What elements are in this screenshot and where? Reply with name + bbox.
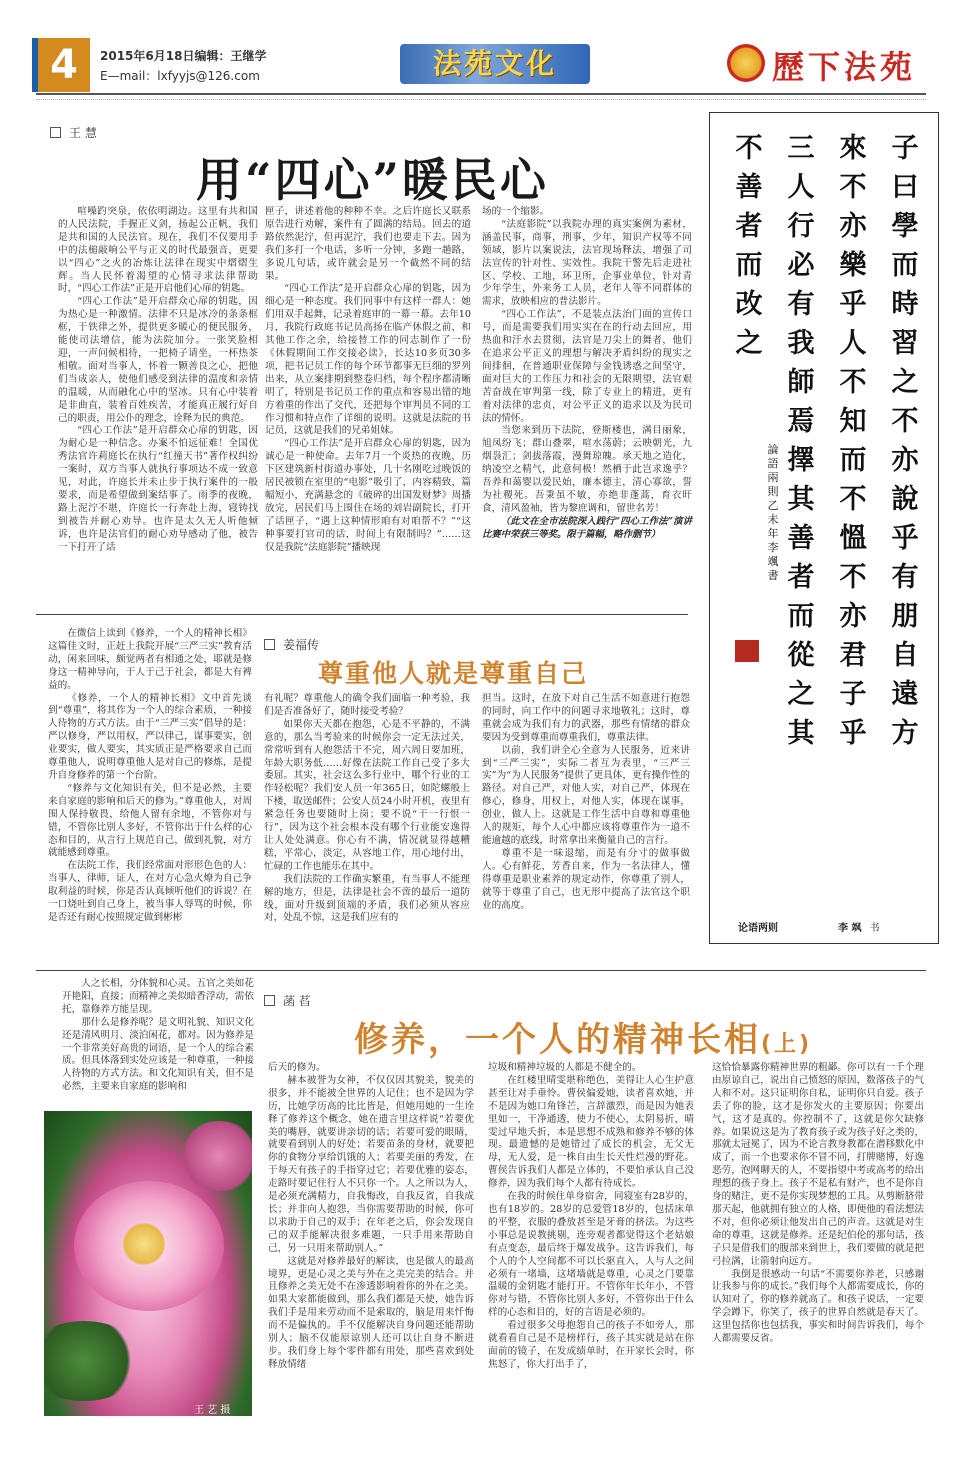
- red-seal-icon: [735, 640, 759, 662]
- paragraph: 我倒是很感动一句话“不需要你养老，只感谢让我参与你的成长。”我们每个人都需要成长，你的认知对了，你的修养就高了。和孩子说话，一定要学会蹲下，你笑了，孩子的世界自然就是春天了。这里包括你也包括我，事实和时间告诉我们，每个人都需要反省。: [712, 1268, 924, 1345]
- article1-title: 用“四心”暖民心: [196, 153, 549, 207]
- article1-column-3: [482, 206, 692, 542]
- article2-title: 尊重他人就是尊重自己: [318, 659, 589, 688]
- masthead-rule: [36, 93, 926, 95]
- date-editor: 2015年6月18日编辑：王继学: [100, 49, 267, 63]
- paragraph: 在红楼里晴雯堪称绝色，美得让人心生护意甚至让对手垂怜。曹侯偏爱她，读者喜欢她，并不是因为她口角锋芒，言辞激烈，而是因为她表里如一，干净通透，使力不使心，太阴易折，晴雯过早地夭折，本是思想不成熟和修养不够的体现。最遗憾的是她错过了成长的机会，无父无母，无人爱，是一株自由生长天性烂漫的野花。曹侯告诉我们人都是立体的，不要怕承认自己没修养，因为我们每个人都有待成长。: [488, 1074, 694, 1190]
- paragraph: 在微信上读到《修养，一个人的精神长相》这篇佳文时，正赶上我院开展“三严三实”教育活动，闲来回味，颇觉两者有相通之处，耶就是修身这一精神导向，于人于己于社会，都是大有裨益的。: [48, 628, 252, 691]
- paragraph: “四心工作法”是开启群众心扉的钥匙，因为细心是一种态度。我们同事中有这样一群人：她们用双手起舞，记录着庭审的一幕一幕。去年10月，我院行政庭书记员高扬在临产休假之前，和其他工作之余，给接替工作的同志制作了一份《休假期间工作交接必读》，长达10多页30多项，把书记员工作的每个环节都事无巨细的罗列出来，从立案排期到整卷归档，每个程序都清晰明了，特别是书记员工作的重点和容易出错的地方着重的作出了交代，还把每个审判员不同的工作习惯和特点作了详细的说明。这就是法院的书记员，这就是我们的兄弟姐妹。: [265, 283, 471, 437]
- paragraph: “修养与文化知识有关，但不是必然，主要来自家庭的影响和后天的修为。”尊重他人，对周围人保持敬畏，给他人留有余地，不管你对与错，不管你比别人多好，不管你出于什么样的心态和目的，从言行上规范自己，做到礼貌，对方就能感到尊重。: [48, 782, 252, 859]
- article1-byline: [50, 124, 97, 141]
- paragraph: 赫本被誉为女神，不仅仅因其貌美，貌美的很多，并不能被全世界的人记住；也不是因为学历，比她学历高的比比皆是，但她用她的一生诠释了修养这个概念，她在遗言里这样说“若要优美的嘴唇，就要讲亲切的话；若要可爱的眼睛，就要看到别人的好处；若要苗条的身材，就要把你的食物分享给饥饿的人；若要美丽的秀发，在于每天有孩子的手指穿过它；若要优雅的姿态，走路时要记住行人不只你一个。人之所以为人，是必须充满精力，自我悔改，自我反省，自我成长；并非向人抱怨，当你需要帮助的时候，你可以求助于自己的双手；在年老之后，你会发现自己的双手能解决很多难题，一只手用来帮助自己，另一只用来帮助别人。”: [268, 1074, 474, 1254]
- article3-column-2: [488, 1062, 694, 1372]
- paragraph: “四心工作法”是开启群众心扉的钥匙，因为耐心是一种信念。办案不怕远征难！全国优秀法官许莉庭长在执行“红撞天书”著作权纠纷一案时，双方当事人就执行事项达不成一致意见，对此，许庭长并未止步于执行案件的一般要求，而是希望做到案结事了。雨季的夜晚，路上泥泞不堪，许庭长一行奔赴上海，寝铸找到被告并耐心劝导。也许是太久无人听他倾诉，也许是法官们的耐心劝导感动了他，被告一下打开了话: [58, 425, 258, 553]
- paragraph: 担当。这时，在放下对自己生活不如意进行抱怨的同时，向工作中的问题寻求地敬礼；这时，尊重就会成为我们有力的武器，那些有情绪的群众要因为受到尊重而尊重我们，尊重法律。: [482, 693, 690, 743]
- page-number: 4: [38, 38, 90, 92]
- article1-column-1: [58, 206, 258, 554]
- article2-column-1: [48, 628, 252, 925]
- calligraphy-column-3: 三人行必有我師焉擇其善者而從之其: [787, 133, 815, 749]
- peony-bud: [174, 1121, 252, 1191]
- calligraphy-column-1: 子曰學而時習之不亦說乎有朋自遠方: [891, 133, 919, 749]
- paragraph: “法庭影院”以我院办理的真实案例为素材，涵盖民事，商事，刑事，少年，知识产权等不同领域，影片以案说法，法官现场释法，增强了司法宣传的针对性、实效性。我院干警先后走进社区、学校、工地，环卫所，企事业单位，针对青少年学生，外来务工人员，老年人等不同群体的需求，放映相应的普法影片。: [482, 218, 692, 308]
- paragraph: 《修养，一个人的精神长相》文中首先谈到“尊重”，将其作为一个人的综合素质，一种接人待物的方式方法。由于“三严三实”倡导的是：严以修身，严以用权，严以律己，谋事要实，创业要实，做人要实，其实质正是严格要求自己而尊重他人，说明尊重他人是对自己的修炼，是提升自身修养的第一个台阶。: [48, 692, 252, 781]
- article3-byline: [264, 992, 311, 1009]
- paragraph: 这就是对修养最好的解读，也是做人的最高境界，更是心灵之美与外在之美完美的结合。并且修养之美无处不在渗透影响着你的外在之美。如果大家都能做到，那么我们都是天使，她告诉我们手是用来劳动而不是索取的，脑是用来忏悔而不是偏执的。手不仅能解决自身问题还能帮助别人；脑不仅能原谅别人还可以让自身不断进步。我们身上每个零件都有用处，那些喜欢到处释放情绪: [268, 1255, 474, 1370]
- paragraph: 场的一个缩影。: [482, 206, 550, 217]
- article3-author: 菡 萏: [283, 994, 311, 1008]
- article3-title-suffix: (上): [761, 1032, 813, 1057]
- article3-title: [354, 1012, 812, 1061]
- column-banner: 法苑文化: [400, 44, 590, 84]
- paragraph: 如果你天天都在抱怨，心是不平静的，不满意的，那么当考验来的时候你会一定无法过关，常常听到有人抱怨活干不完，周六周日要加班，年龄大职务低……好像在法院工作自己受了多大委屈。其实，社会这么多行业中，哪个行业的工作轻松呢？我们安人员一年365日，如陀螺般上下楼，取送邮件；公安人员24小时开机，夜里有紧急任务也要随时上岗；要不说“干一行恨一行”，因为这个社会根本没有哪个行业能安逸得让人处处满意。你心有不满，情况就显得越糟糕，平常心，淡定，从容地工作，用心地付出，忙碌的工作也能乐在其中。: [264, 718, 470, 872]
- paragraph: 有礼呢？尊重他人的确令我们面临一种考验，我们是否准备好了，随时接受考验？: [264, 693, 470, 717]
- paragraph: “四心工作法”，不是装点法治门面的宣传口号，而是需要我们用实实在在的行动去回应，用热血和汗水去贯彻，法官是刀尖上的舞者，他们在追求公平正义的理想与解决矛盾纠纷的现实之间排徊，在普通职业保障与金钱诱惑之间坚守，面对巨大的工作压力和社会的无限期望，法官艰苦奋战在审判第一线，除了专业上的精进，更有着对法律的忠贞，对公平正义的追求以及为民司法的情怀。: [482, 309, 692, 424]
- calligraphy-panel: [709, 112, 939, 944]
- calligraphy-caption: [738, 919, 879, 934]
- paragraph: 后天的修为。: [268, 1062, 326, 1073]
- article2-column-3: [482, 693, 690, 912]
- byline-box-icon: [50, 127, 61, 138]
- paragraph: 人之长相，分体貌和心灵。五官之美如花开艳阳，直接；而精神之美似暗香浮动，需依托，靠修养方能呈现。: [62, 978, 254, 1015]
- paragraph: 尊重不是一味退缩，而是有分寸的做事做人。心有鲜花，芳香自来，作为一名法律人，懂得尊重是职业素养的规定动作，你尊重了别人，就等于尊重了自己，也无形中提高了法官这个职业的高度。: [482, 847, 690, 911]
- byline-box-icon: [264, 995, 275, 1006]
- paragraph: 喧噪趵突泉，依依明湖边。这里有共和国的人民法院，手握正义剑，扬起公正帆，我们是共和国的人民法官。现在，我们不仅要用手中的法槌敲响公平与正义的时代最强音，更要以“四心”之火的冶炼让法律在现实中熠熠生辉。当人民怀着渴望的心情寻求法律帮助时，“四心工作法”正是开启他们心扉的钥匙。: [58, 206, 258, 295]
- caption-author: 李 飒: [838, 923, 862, 934]
- article2-column-2: [264, 693, 470, 925]
- calligraphy-column-2: 來不亦樂乎人不知而不慍不亦君子乎: [839, 133, 867, 749]
- section-divider: [36, 614, 688, 615]
- article3-column-3: [712, 1062, 924, 1346]
- paragraph: “四心工作法”是开启群众心扉的钥匙，因为诚心是一种使命。去年7月一个炎热的夜晚，历下区建筑新村街道办事处，几十名刚吃过晚饭的居民被锁在室里的“电影”吸引了，内容精致，篇幅短小，充满悬念的《破碎的出国发财梦》周播放完，居民们马上围住在场的刘岩副院长，打开了话匣子，“遇上这种情形咱有对咱帮不？”“这种事要打官司的话，时间上有限制吗？”……这仅是我院“法庭影院”播映现: [265, 438, 471, 553]
- paragraph: “四心工作法”是开启群众心扉的钥匙，因为热心是一种激情。法律不只是冰冷的条条框框，于铁律之外，提供更多暖心的便民服务，能使司法增信，能为法院加分。一张笑脸相迎，一声问候相待，一把椅子请坐，一杯热茶相敬。面对当事人，怀着一颗善良之心，把他们当成亲人，使他们感受到法律的温度和亲情的温暖，从而融化心中的坚冰。只有心中装着是非曲直，装着百姓疾苦，才能真正履行好自己的职责，用公仆的理念，诠释为民的典范。: [58, 296, 258, 424]
- paragraph: 看过很多父母抱怨自己的孩子不如旁人，那就看看自己是不是榜样行，孩子其实就是站在你面前的镜子，在发成绩单时，在开家长会时，你焦怒了，你大打出手了，: [488, 1320, 694, 1370]
- paragraph: 垃圾和精神垃圾的人都是不健全的。: [488, 1062, 642, 1073]
- paragraph: 那什么是修养呢？是文明礼貌、知识文化还是清风明月、淡泊闲花，都对。因为修养是一个非常美好高贵的词语，是一个人的综合素质。但具体落到实处应该是一种尊重，一种接人待物的方式方法。和文化知识有关，但不是必然，主要来自家庭的影响和: [62, 1016, 254, 1093]
- article1-column-2: [265, 206, 471, 554]
- article2-byline: [264, 636, 319, 653]
- calligraphy-inscription: 論語兩則 乙未年 李 颯 書: [767, 443, 790, 582]
- peony-center: [114, 1219, 174, 1269]
- byline-box-icon: [264, 639, 275, 650]
- article3-title-text: 修养，一个人的精神长相: [354, 1020, 761, 1060]
- brand-logo: 歷下法苑: [772, 48, 917, 86]
- article1-note: （此文在全市法院深入践行“四心工作法”演讲比赛中荣获三等奖。限于篇幅，略作删节）: [482, 515, 692, 540]
- paragraph: 这恰恰暴露你精神世界的粗鄙。你可以有一千个理由原谅自己，说出自己愤怒的原因，数落孩子的气人和不对。这只证明你自私，证明你只自爱。孩子丢了你的脸，这才是你发火的主要原因；你要出气，这才是真的。你控制不了，这就是你欠缺修养。如果说这是为了教育孩子或为孩子好之类的，那就太冠冕了，因为不论言教身教都在潜移默化中成了，而一个也要求你不冒不同，打牌赌博，好逸恶劳，泡网聊天的人，不要指望中考或高考的给出理想的孩子身上。孩子不是私有财产，也不是你自身的赌注，更不是你实现梦想的工具。从剪断脐带那天起，他就拥有独立的人格，即便他的看法想法不对，但你必须让他发出自己的声音。这就是对生命的尊重，这就是修养。还是纪伯伦的那句话，孩子只是借我们的腹部来到世上，我们要做的就是把弓拉满，让箭射向远方。: [712, 1062, 924, 1267]
- paragraph: 我们法院的工作确实繁重，有当事人不能理解的地方，但是，法律是社会不啻的最后一道防线，面对升级到顶端的矛盾，我们必须从容应对，处乱不惊，这是我们应有的: [264, 873, 470, 924]
- paragraph: 当您来到历下法院，登斯楼也，满目丽象，旭凤纷飞；群山叠翠，喧水荡蔚；云映朝光，九烟袅汇；剑拔落霞，漫舞琼魄。承天地之造化，纳凌空之精气，此意何极！然栖于此岂求逸乎？吾养和蔼婴以爱民始，廉本德主，清心寡欲，誓为社稷死。吾秉虽不敏，亦绝非蓬蒿，育衣旰食，清风盈袖，皆为黎庶调和，留世名芳！: [482, 425, 692, 514]
- court-emblem-icon: [727, 44, 765, 82]
- paragraph: 在我的时候住单身宿舍，同寝室有28岁的，也有18岁的。28岁的总爱管18岁的，包括床单的平整，衣服的叠放甚至是牙膏的挤法。为这些小事总是说教挑剔，连旁观者都觉得这个老姑娘有点变态，最后终于爆发战争。这告诉我们，每个人的个人空间都不可以长驱直入，人与人之间必须有一堵墙，这堵墙就是尊重，心灵之门要靠温暖的金钥匙才能打开。不管你年长年小，不管你对与错，不管你比别人多好，不管你出于什么样的心态和目的，好的言语是必须的。: [488, 1191, 694, 1319]
- peony-photo: [44, 1111, 252, 1416]
- paragraph: 以前，我们讲全心全意为人民服务，近来讲到“三严三实”，实际二者互为表里，“三严三实”为“为人民服务”提供了更具体，更有操作性的路径。对自己严，对他人实，对自己严，体现在修心，修身，用权上，对他人实，体现在谋事，创业，做人上。这就是工作生活中自尊和尊重他人的规矩，每个人心中都应该将尊重作为一道不能逾越的底线，时常拿出来衡量自己的言行。: [482, 744, 690, 846]
- masthead-meta: [100, 46, 266, 86]
- photo-caption: 王 艺 摄: [194, 1405, 231, 1416]
- article3-intro: [62, 978, 254, 1094]
- article2-author: 姜福传: [283, 638, 320, 652]
- calligraphy-column-4: 不善者而改之: [735, 133, 763, 359]
- paragraph: 匣子，讲述着他的种种不幸。之后许庭长又联系原告进行劝解，案件有了圆满的结局。回去的道路依然泥泞，但再泥泞，我们也要走下去。因为我们多打一个电话，多听一分钟，多跑一趟路，多说几句话，或许就会是另一个截然不同的结果。: [265, 206, 471, 282]
- paragraph: 在法院工作，我们经常面对形形色色的人：当事人，律师，证人，在对方心急火燎为自己争取利益的时候，你是否认真倾听他们的诉说？在一口烧吐到自己身上，被当事人辱骂的时候，你是否还有耐心按照规定做到彬彬: [48, 860, 252, 923]
- section-divider: [36, 970, 926, 971]
- masthead-dotted-rule: [36, 99, 926, 100]
- caption-suffix: 书: [869, 923, 880, 934]
- email: E—mail：lxfyyjs@126.com: [100, 69, 260, 83]
- article1-author: 王 慧: [69, 126, 97, 140]
- caption-title: 论语两则: [738, 923, 778, 934]
- peony-leaf: [44, 1321, 144, 1401]
- article3-column-1: [268, 1062, 474, 1372]
